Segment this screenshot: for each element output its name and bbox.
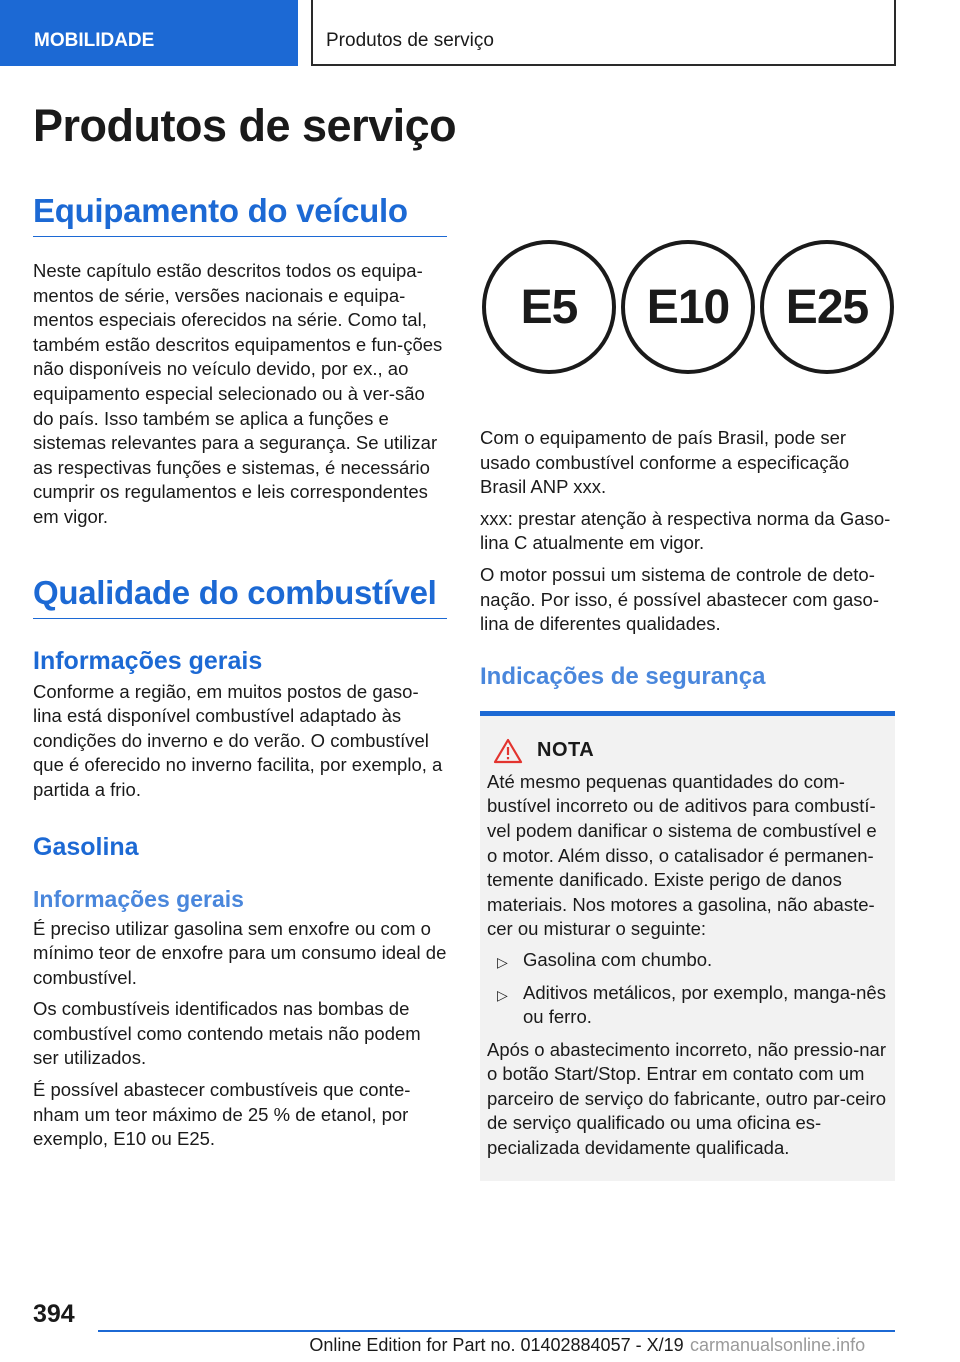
page-title: Produtos de serviço [33, 100, 457, 151]
paragraph-motor: O motor possui um sistema de controle de deto-nação. Por isso, é possível abastecer com gaso-lina de diferentes qualidades. [480, 563, 879, 635]
page-number: 394 [33, 1300, 75, 1328]
paragraph-equipamento: Neste capítulo estão descritos todos os equipa-mentos de série, versões nacionais e equipa-mentos especiais oferecidos na série. Como tal, também estão descritos equipamentos e fun-ções não disponíveis no veículo devido, por ex., ao equipamento especial selecionado ou à ver-são do país. Isso também se aplica a funções e sistemas relevantes para a segurança. Se utilizar as respectivas funções e sistemas, é necessário cumprir os regulamentos e leis correspondentes em vigor. [33, 260, 443, 527]
heading-info-gerais: Informações gerais [33, 646, 263, 675]
note-box [480, 711, 895, 1181]
right-column [480, 236, 895, 1181]
triangle-bullet-icon: ▷ [497, 953, 508, 970]
heading-qualidade: Qualidade do combustível [33, 574, 447, 619]
paragraph-info-gerais: Conforme a região, em muitos postos de gaso-lina está disponível combustível adaptado às condições do inverno e do verão. O combustível que é oferecido no inverno facilita, por exemplo, a partida a frio. [33, 680, 443, 800]
left-column [33, 192, 447, 1152]
chapter-title: Produtos de serviço [311, 0, 896, 66]
paragraph-gasolina-1: É preciso utilizar gasolina sem enxofre ou com o mínimo teor de enxofre para um consumo ideal de combustível. [33, 917, 447, 988]
watermark: carmanualsonline.info [690, 1335, 866, 1355]
paragraph-brasil: Com o equipamento de país Brasil, pode ser usado combustível conforme a especificação Brasil ANP xxx. [480, 427, 850, 498]
paragraph-xxx: xxx: prestar atenção à respectiva norma da Gaso-lina C atualmente em vigor. [480, 507, 891, 554]
list-item-text: Aditivos metálicos, por exemplo, manga-nês ou ferro. [523, 981, 886, 1028]
heading-seguranca: Indicações de segurança [480, 662, 766, 690]
footer-divider [98, 1330, 895, 1332]
edition-text: Online Edition for Part no. 01402884057 - X/19 [309, 1335, 684, 1355]
triangle-bullet-icon: ▷ [497, 986, 508, 1003]
heading-gasolina-info: Informações gerais [33, 885, 244, 912]
note-text: Até mesmo pequenas quantidades do com-bustível incorreto ou de aditivos para combustí-vel podem danificar o sistema de combustível e o motor. Além disso, o catalisador é permanen-temente danificado. Existe perigo de danos materiais. Nos motores a gasolina, não abaste-cer ou misturar o seguinte: [487, 770, 877, 940]
heading-equipamento: Equipamento do veículo [33, 192, 447, 237]
list-item [487, 948, 887, 975]
heading-gasolina: Gasolina [33, 832, 139, 861]
section-tab: MOBILIDADE [0, 0, 298, 66]
ethanol-badges [480, 236, 895, 396]
note-header [487, 738, 887, 764]
badge-e25: E25 [760, 240, 894, 374]
paragraph-gasolina-3: É possível abastecer combustíveis que conte-nham um teor máximo de 25 % de etanol, por exemplo, E10 ou E25. [33, 1079, 411, 1150]
list-item-text: Gasolina com chumbo. [523, 948, 713, 970]
badge-e10: E10 [621, 240, 755, 374]
paragraph-gasolina-2: Os combustíveis identificados nas bombas de combustível como contendo metais não podem ser utilizados. [33, 998, 421, 1069]
note-after-text: Após o abastecimento incorreto, não pressio-nar o botão Start/Stop. Entrar em contato com um parceiro de serviço do fabricante, outro par-ceiro de serviço qualificado ou uma oficina es-pecializada devidamente qualificada. [487, 1038, 886, 1159]
warning-icon [493, 738, 523, 764]
list-item [487, 981, 887, 1030]
page-header [0, 0, 960, 66]
note-label: NOTA [537, 739, 595, 762]
badge-e5: E5 [482, 240, 616, 374]
